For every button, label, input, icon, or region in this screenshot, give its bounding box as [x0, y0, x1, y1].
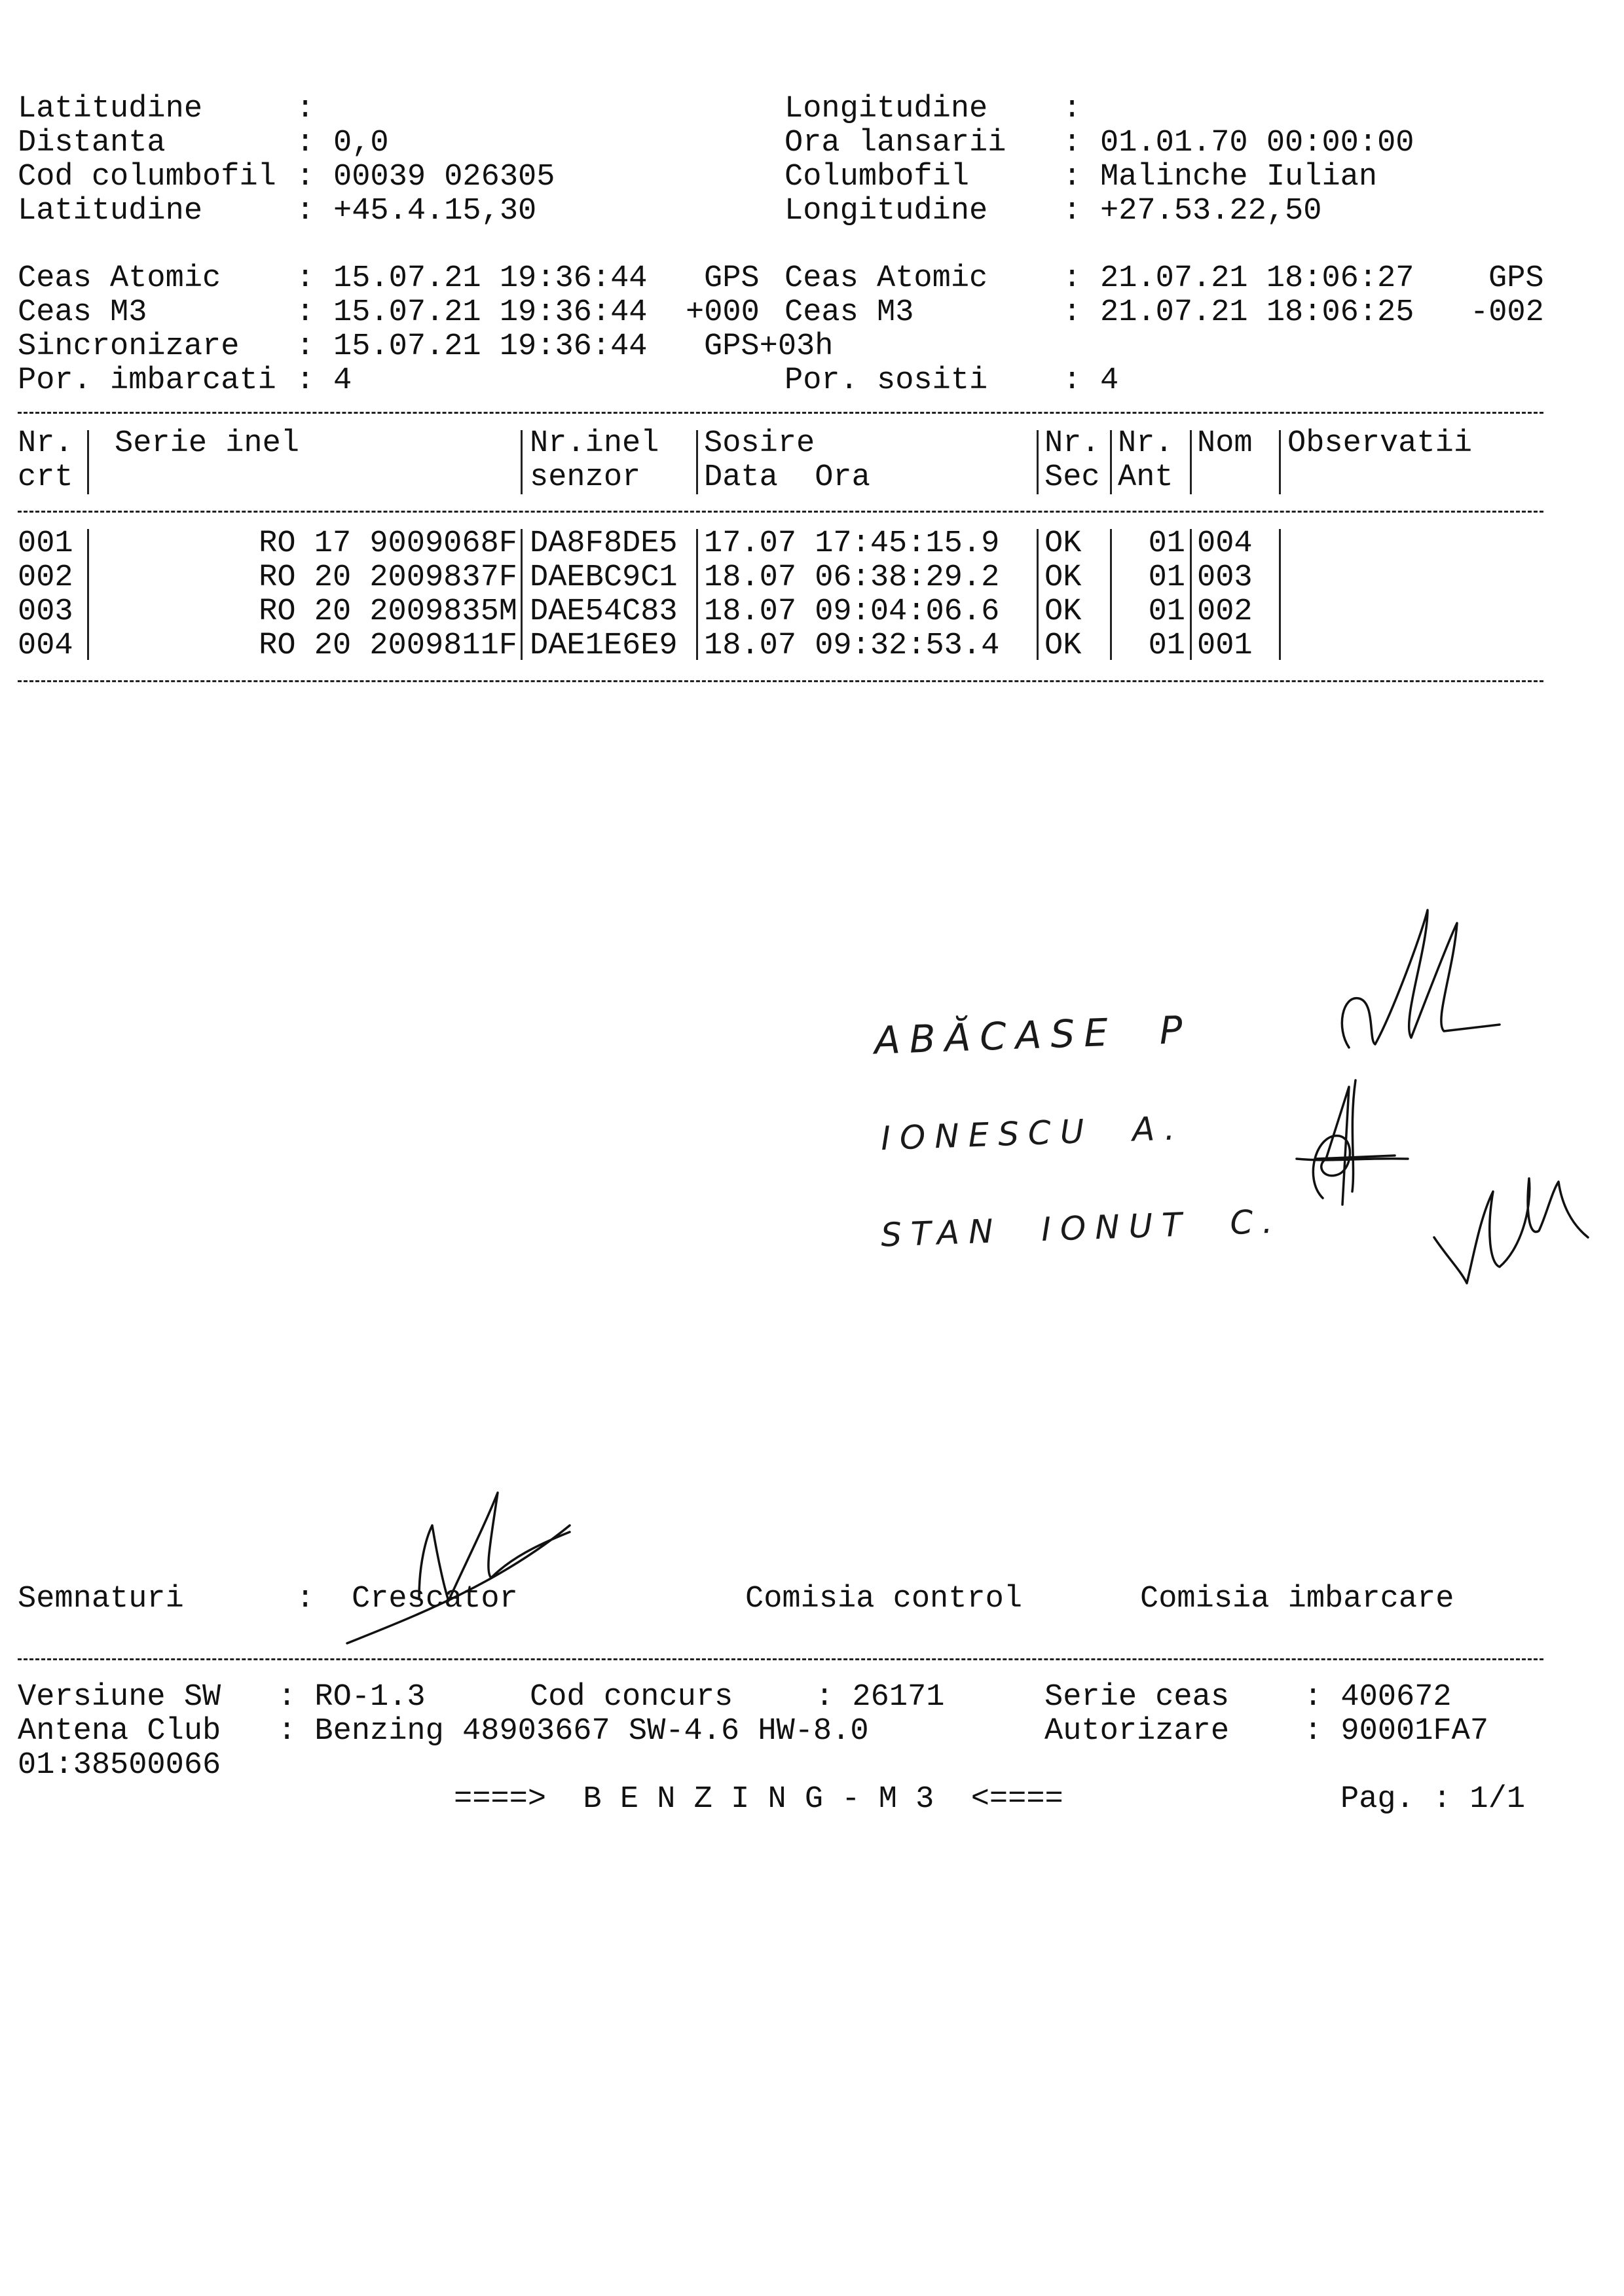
atomic-clock-end-value: 21.07.21 18:06:27: [1100, 261, 1414, 296]
club-antenna-value: : Benzing 48903667 SW-4.6 HW-8.0: [278, 1714, 869, 1749]
header-divider: [1279, 430, 1281, 494]
basketed-label: Por. imbarcati: [18, 363, 276, 398]
cell-sec: OK: [1044, 629, 1082, 663]
latitude2-label: Latitudine: [18, 194, 203, 228]
cell-ant: 01: [1148, 560, 1185, 595]
fancier-code-label: Cod columbofil: [18, 160, 276, 194]
cell-senzor: DA8F8DE5: [530, 526, 678, 561]
col-header-serie-inel: Serie inel: [115, 426, 300, 461]
fancier-label: Columbofil: [784, 160, 970, 194]
cell-ant: 01: [1148, 629, 1185, 663]
col-header-nr-ant: Nr.: [1118, 426, 1173, 461]
contest-code-label: Cod concurs: [530, 1680, 733, 1715]
col-header-data-ora: Data Ora: [704, 460, 870, 495]
cell-sec: OK: [1044, 526, 1082, 561]
distance-label: Distanta: [18, 126, 166, 160]
col-header-observatii: Observatii: [1287, 426, 1473, 461]
m3-clock-end-label: Ceas M3: [784, 295, 914, 330]
cell-nom: 002: [1197, 594, 1253, 629]
body-divider: [696, 529, 698, 660]
authorization-label: Autorizare: [1044, 1714, 1230, 1749]
body-divider: [87, 529, 89, 660]
signatures-label: Semnaturi: [18, 1582, 184, 1616]
fancier-sep: :: [1063, 160, 1082, 194]
cell-crt: 002: [18, 560, 73, 595]
cell-crt: 001: [18, 526, 73, 561]
distance-sep: :: [296, 126, 315, 160]
cell-serie: RO 20 2009811F: [259, 629, 517, 663]
longitude2-sep: :: [1063, 194, 1082, 228]
handwritten-name-1: ABĂCASE P: [873, 1007, 1192, 1063]
boarding-commission-label: Comisia imbarcare: [1140, 1582, 1454, 1616]
atomic-clock-suffix: GPS: [704, 261, 760, 296]
col-header-sec: Sec: [1044, 460, 1100, 495]
cell-sosire: 18.07 09:04:06.6: [704, 594, 1000, 629]
cell-senzor: DAE1E6E9: [530, 629, 678, 663]
control-commission-label: Comisia control: [745, 1582, 1023, 1616]
arrived-label: Por. sositi: [784, 363, 988, 398]
atomic-clock-label: Ceas Atomic: [18, 261, 221, 296]
longitude-sep: :: [1063, 92, 1082, 126]
basketed-value: 4: [333, 363, 352, 398]
m3-clock-end-sep: :: [1063, 295, 1082, 330]
cell-nom: 004: [1197, 526, 1253, 561]
benzing-banner: ====> B E N Z I N G - M 3 <====: [454, 1782, 1063, 1817]
cell-ant: 01: [1148, 594, 1185, 629]
body-divider: [1037, 529, 1039, 660]
col-header-nr: Nr.: [18, 426, 73, 461]
release-time-sep: :: [1063, 126, 1082, 160]
cell-sosire: 18.07 09:32:53.4: [704, 629, 1000, 663]
m3-clock-sep: :: [296, 295, 315, 330]
release-time-value: 01.01.70 00:00:00: [1100, 126, 1414, 160]
fancier-code-value: 00039 026305: [333, 160, 555, 194]
atomic-clock-end-label: Ceas Atomic: [784, 261, 988, 296]
crescator-signature-icon: [334, 1486, 583, 1656]
fancier-code-sep: :: [296, 160, 315, 194]
handwritten-name-3: STAN IONUT C.: [880, 1202, 1283, 1254]
latitude-sep: :: [296, 92, 315, 126]
latitude2-sep: :: [296, 194, 315, 228]
device-code: 01:38500066: [18, 1748, 221, 1783]
signature-1-icon: [1329, 897, 1526, 1080]
arrived-sep: :: [1063, 363, 1082, 398]
distance-value: 0,0: [333, 126, 389, 160]
clock-serial-value: : 400672: [1304, 1680, 1452, 1715]
cell-senzor: DAE54C83: [530, 594, 678, 629]
crescator-label: Crescator: [352, 1582, 518, 1616]
col-header-crt: crt: [18, 460, 73, 495]
signatures-sep: :: [296, 1582, 315, 1616]
latitude-label: Latitudine: [18, 92, 203, 126]
atomic-clock-value: 15.07.21 19:36:44: [333, 261, 648, 296]
longitude-label: Longitudine: [784, 92, 988, 126]
page-number: Pag. : 1/1: [1340, 1782, 1526, 1817]
m3-clock-suffix: +000: [686, 295, 760, 330]
basketed-sep: :: [296, 363, 315, 398]
arrived-value: 4: [1100, 363, 1119, 398]
sw-version-label: Versiune SW: [18, 1680, 221, 1715]
signature-2-icon: [1277, 1061, 1447, 1218]
m3-clock-end-value: 21.07.21 18:06:25: [1100, 295, 1414, 330]
cell-serie: RO 20 2009835M: [259, 594, 517, 629]
m3-clock-end-suffix: -002: [1470, 295, 1544, 330]
col-header-nr-inel: Nr.inel: [530, 426, 659, 461]
signature-3-icon: [1428, 1152, 1598, 1309]
longitude2-label: Longitudine: [784, 194, 988, 228]
authorization-value: : 90001FA7: [1304, 1714, 1489, 1749]
clock-serial-label: Serie ceas: [1044, 1680, 1230, 1715]
contest-code-value: : 26171: [815, 1680, 945, 1715]
m3-clock-value: 15.07.21 19:36:44: [333, 295, 648, 330]
col-header-nom: Nom: [1197, 426, 1253, 461]
footer-rule: [18, 1658, 1543, 1660]
body-divider: [1110, 529, 1112, 660]
cell-ant: 01: [1148, 526, 1185, 561]
cell-crt: 003: [18, 594, 73, 629]
body-divider: [521, 529, 523, 660]
club-antenna-label: Antena Club: [18, 1714, 221, 1749]
cell-serie: RO 17 9009068F: [259, 526, 517, 561]
col-header-ant: Ant: [1118, 460, 1173, 495]
longitude2-value: +27.53.22,50: [1100, 194, 1322, 228]
header-divider: [696, 430, 698, 494]
cell-nom: 003: [1197, 560, 1253, 595]
sync-sep: :: [296, 329, 315, 364]
body-divider: [1279, 529, 1281, 660]
header-divider: [521, 430, 523, 494]
cell-sec: OK: [1044, 560, 1082, 595]
cell-senzor: DAEBC9C1: [530, 560, 678, 595]
sync-suffix: GPS+03h: [704, 329, 834, 364]
header-divider: [87, 430, 89, 494]
cell-sec: OK: [1044, 594, 1082, 629]
cell-sosire: 18.07 06:38:29.2: [704, 560, 1000, 595]
body-divider: [1190, 529, 1192, 660]
col-header-sosire: Sosire: [704, 426, 815, 461]
cell-nom: 001: [1197, 629, 1253, 663]
table-header-rule: [18, 511, 1543, 513]
sync-value: 15.07.21 19:36:44: [333, 329, 648, 364]
cell-crt: 004: [18, 629, 73, 663]
table-bottom-rule: [18, 680, 1543, 682]
atomic-clock-sep: :: [296, 261, 315, 296]
atomic-clock-end-sep: :: [1063, 261, 1082, 296]
handwritten-name-2: IONESCU A.: [880, 1108, 1185, 1158]
col-header-senzor: senzor: [530, 460, 641, 495]
table-top-rule: [18, 412, 1543, 414]
atomic-clock-end-suffix: GPS: [1488, 261, 1544, 296]
header-divider: [1037, 430, 1039, 494]
cell-serie: RO 20 2009837F: [259, 560, 517, 595]
sync-label: Sincronizare: [18, 329, 240, 364]
latitude2-value: +45.4.15,30: [333, 194, 537, 228]
sw-version-value: : RO-1.3: [278, 1680, 426, 1715]
header-divider: [1190, 430, 1192, 494]
fancier-name: Malinche Iulian: [1100, 160, 1378, 194]
m3-clock-label: Ceas M3: [18, 295, 147, 330]
header-divider: [1110, 430, 1112, 494]
cell-sosire: 17.07 17:45:15.9: [704, 526, 1000, 561]
col-header-nr-sec: Nr.: [1044, 426, 1100, 461]
release-time-label: Ora lansarii: [784, 126, 1006, 160]
